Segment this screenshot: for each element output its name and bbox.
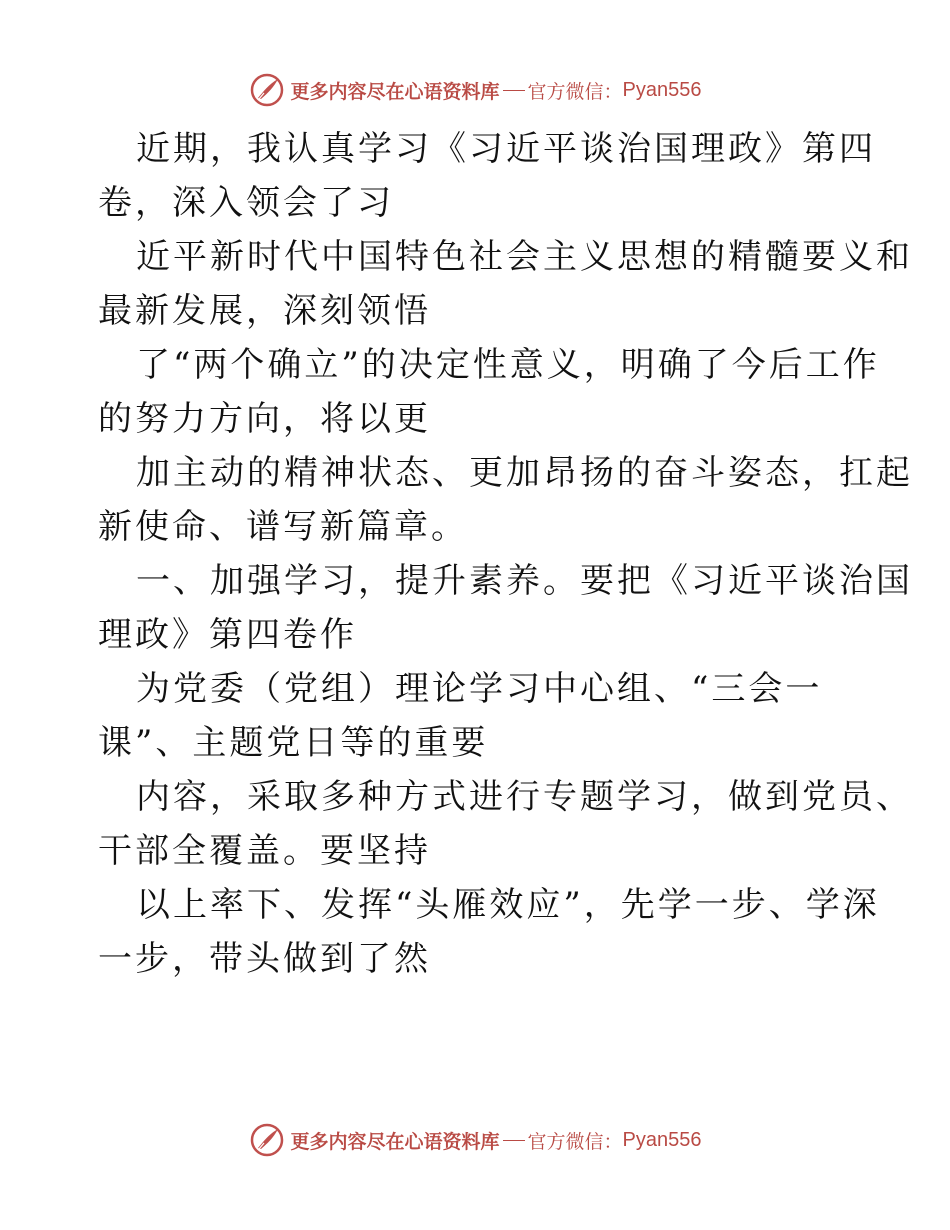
paragraph-line: 卷，深入领会了习 — [98, 183, 394, 223]
paragraph — [98, 662, 858, 770]
watermark-dash — [503, 90, 525, 91]
watermark-site-text: 更多内容尽在心语资料库 — [290, 80, 500, 103]
quill-logo-icon — [249, 72, 285, 108]
paragraph — [98, 230, 913, 338]
paragraph-line: 以上率下、发挥“头雁效应”，先学一步、学深 — [136, 885, 880, 925]
watermark-banner — [249, 72, 702, 108]
paragraph-line: 一步，带头做到了然 — [98, 939, 431, 979]
watermark-banner — [249, 1122, 702, 1158]
paragraph-line: 近平新时代中国特色社会主义思想的精髓要义和 — [136, 237, 913, 277]
paragraph — [98, 878, 880, 986]
watermark-wechat-label: 官方微信： — [527, 80, 623, 103]
quill-logo-icon — [249, 1122, 285, 1158]
paragraph — [98, 446, 913, 554]
paragraph — [98, 338, 880, 446]
watermark-wechat-label: 官方微信： — [527, 1130, 623, 1153]
paragraph-line: 新使命、谱写新篇章。 — [98, 507, 468, 547]
paragraph-line: 近期，我认真学习《习近平谈治国理政》第四 — [136, 129, 876, 169]
paragraph — [98, 770, 913, 878]
document-body — [98, 122, 913, 986]
watermark-site-text: 更多内容尽在心语资料库 — [290, 1130, 500, 1153]
paragraph-line: 最新发展，深刻领悟 — [98, 291, 431, 331]
paragraph — [98, 122, 876, 230]
paragraph-line: 了“两个确立”的决定性意义，明确了今后工作 — [136, 345, 880, 385]
paragraph-line: 一、加强学习，提升素养。要把《习近平谈治国 — [136, 561, 913, 601]
footer-watermark — [0, 1120, 950, 1160]
paragraph-line: 为党委（党组）理论学习中心组、“三会一 — [136, 669, 823, 709]
paragraph-line: 内容，采取多种方式进行专题学习，做到党员、 — [136, 777, 913, 817]
paragraph — [98, 554, 913, 662]
paragraph-line: 理政》第四卷作 — [98, 615, 357, 655]
paragraph-line: 加主动的精神状态、更加昂扬的奋斗姿态，扛起 — [136, 453, 913, 493]
watermark-wechat-id: Pyan556 — [622, 78, 702, 101]
paragraph-line: 课”、主题党日等的重要 — [98, 723, 489, 763]
paragraph-line: 的努力方向，将以更 — [98, 399, 431, 439]
watermark-dash — [503, 1140, 525, 1141]
watermark-wechat-id: Pyan556 — [622, 1128, 702, 1151]
header-watermark — [0, 70, 950, 110]
paragraph-line: 干部全覆盖。要坚持 — [98, 831, 431, 871]
